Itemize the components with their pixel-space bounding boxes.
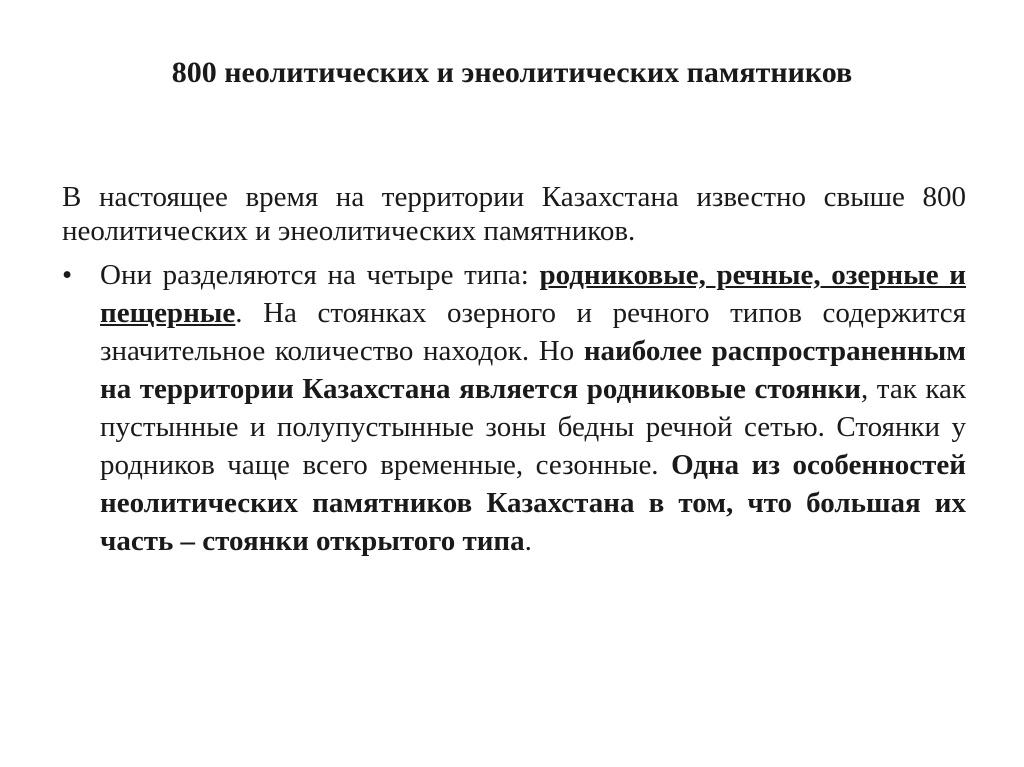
site-types-highlight: родниковые, речные, озерные и пещерные [100,259,966,329]
bullet-text [100,256,966,560]
spring-sites-emphasis: наиболее распространенным на территории Казахстана является родниковые стоянки [100,335,966,405]
bullet-seg-5: , так как пустынные и полупустынные зоны бедны речной сетью. Стоянки у родников чаще всего временные, сезонные. [100,373,966,481]
bullet-seg-3: . На стоянках озерного и речного типов содержится значительное количество находок. Но [100,297,966,367]
intro-paragraph: В настоящее время на территории Казахстана известно свыше 800 неолитических и энеолитических памятников. [62,181,966,247]
bullet-icon: • [62,259,73,291]
bullet-seg-1: Они разделяются на четыре типа: [100,259,540,291]
slide-title: 800 неолитических и энеолитических памятников [171,56,853,89]
bullet-seg-7: . [524,525,532,557]
open-type-emphasis: Одна из особенностей неолитических памятников Казахстана в том, что большая их часть – стоянки открытого типа [100,449,966,557]
